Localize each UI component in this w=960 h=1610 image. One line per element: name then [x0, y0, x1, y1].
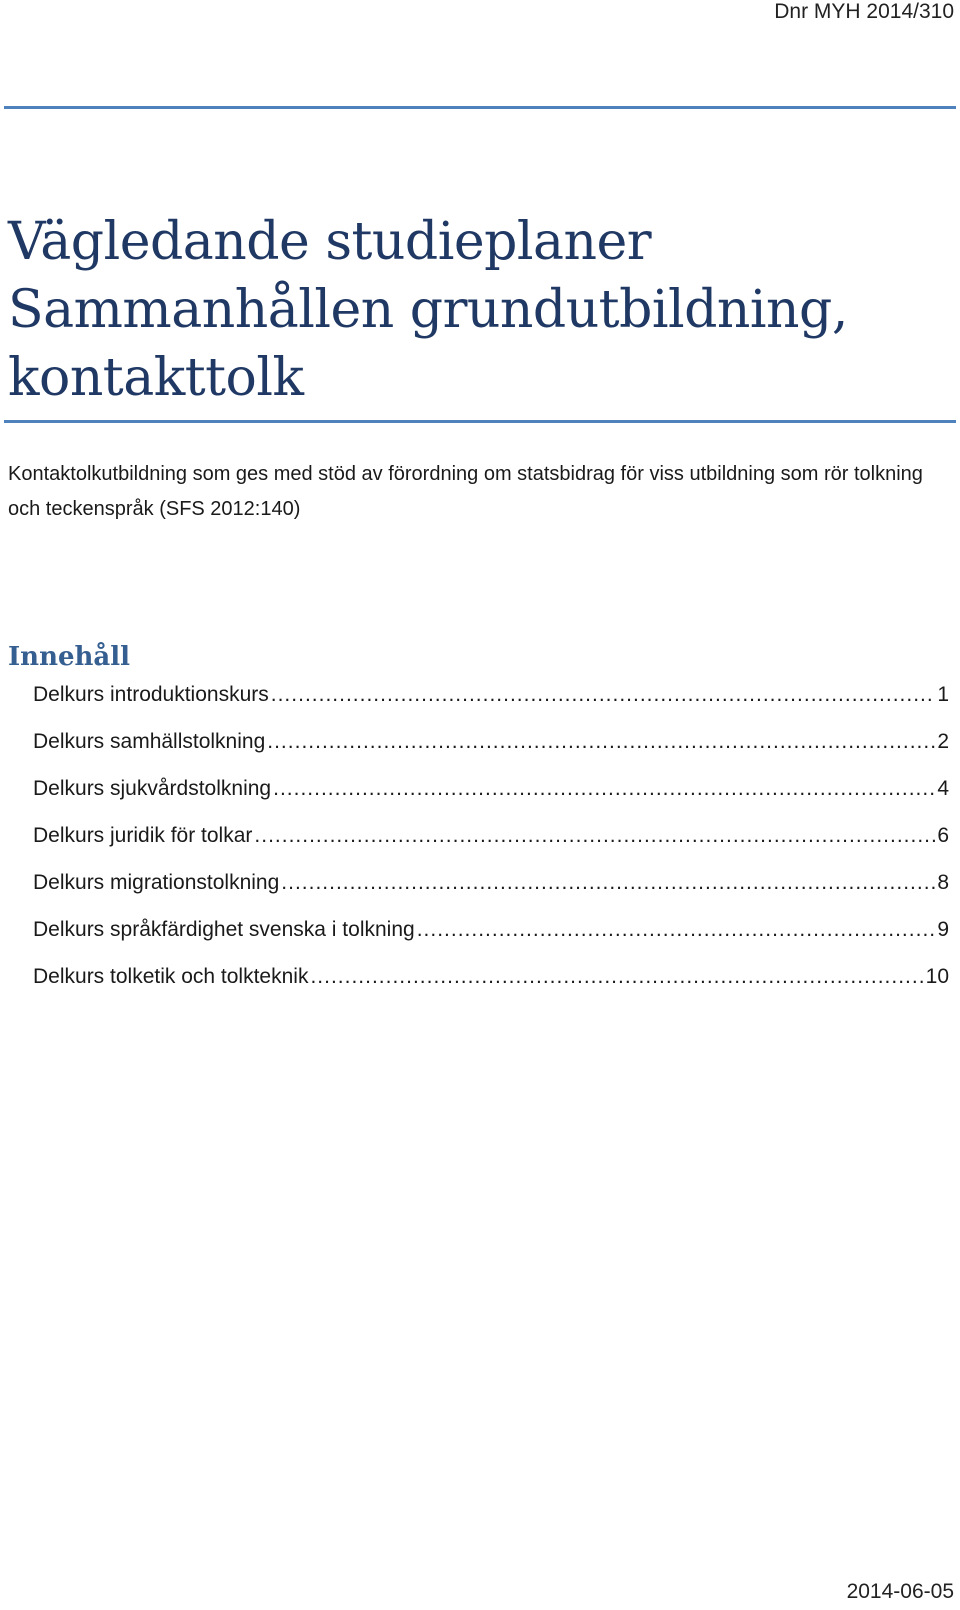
document-subtitle: Kontaktolkutbildning som ges med stöd av förordning om statsbidrag för viss utbildning som rör tolkning och teckenspråk (SFS 2012:140) — [8, 463, 923, 520]
toc-leader-dots — [271, 683, 936, 707]
toc-entry-page: 1 — [937, 683, 949, 706]
toc-entry[interactable] — [33, 918, 949, 965]
toc-entry-page: 10 — [925, 965, 949, 988]
title-line-2: Sammanhållen grundutbildning, — [8, 280, 848, 340]
title-line-3: kontakttolk — [8, 348, 304, 408]
toc-entry-label: Delkurs språkfärdighet svenska i tolkning — [33, 918, 415, 941]
toc-leader-dots — [417, 918, 936, 942]
toc-entry[interactable] — [33, 730, 949, 777]
toc-entry-page: 6 — [937, 824, 949, 847]
toc-entry-label: Delkurs sjukvårdstolkning — [33, 777, 272, 800]
toc-entry-label: Delkurs samhällstolkning — [33, 730, 266, 753]
table-of-contents — [33, 683, 949, 1012]
toc-entry-label: Delkurs tolketik och tolkteknik — [33, 965, 309, 988]
toc-leader-dots — [254, 824, 935, 848]
toc-entry-page: 9 — [937, 918, 949, 941]
toc-leader-dots — [273, 777, 935, 801]
header-divider — [4, 106, 956, 109]
toc-leader-dots — [281, 871, 935, 895]
toc-entry-label: Delkurs migrationstolkning — [33, 871, 280, 894]
document-title — [8, 208, 848, 412]
toc-entry[interactable] — [33, 871, 949, 918]
toc-entry[interactable] — [33, 824, 949, 871]
toc-entry-page: 4 — [937, 777, 949, 800]
toc-leader-dots — [267, 730, 935, 754]
toc-entry-label: Delkurs introduktionskurs — [33, 683, 269, 706]
toc-heading: Innehåll — [8, 642, 131, 672]
title-divider — [4, 420, 956, 423]
document-date: 2014-06-05 — [846, 1580, 954, 1603]
toc-entry[interactable] — [33, 683, 949, 730]
toc-leader-dots — [310, 965, 923, 989]
document-number: Dnr MYH 2014/310 — [774, 0, 954, 23]
title-line-1: Vägledande studieplaner — [8, 212, 652, 272]
toc-entry-label: Delkurs juridik för tolkar — [33, 824, 253, 847]
toc-entry[interactable] — [33, 965, 949, 1012]
toc-entry-page: 8 — [937, 871, 949, 894]
toc-entry[interactable] — [33, 777, 949, 824]
toc-entry-page: 2 — [937, 730, 949, 753]
